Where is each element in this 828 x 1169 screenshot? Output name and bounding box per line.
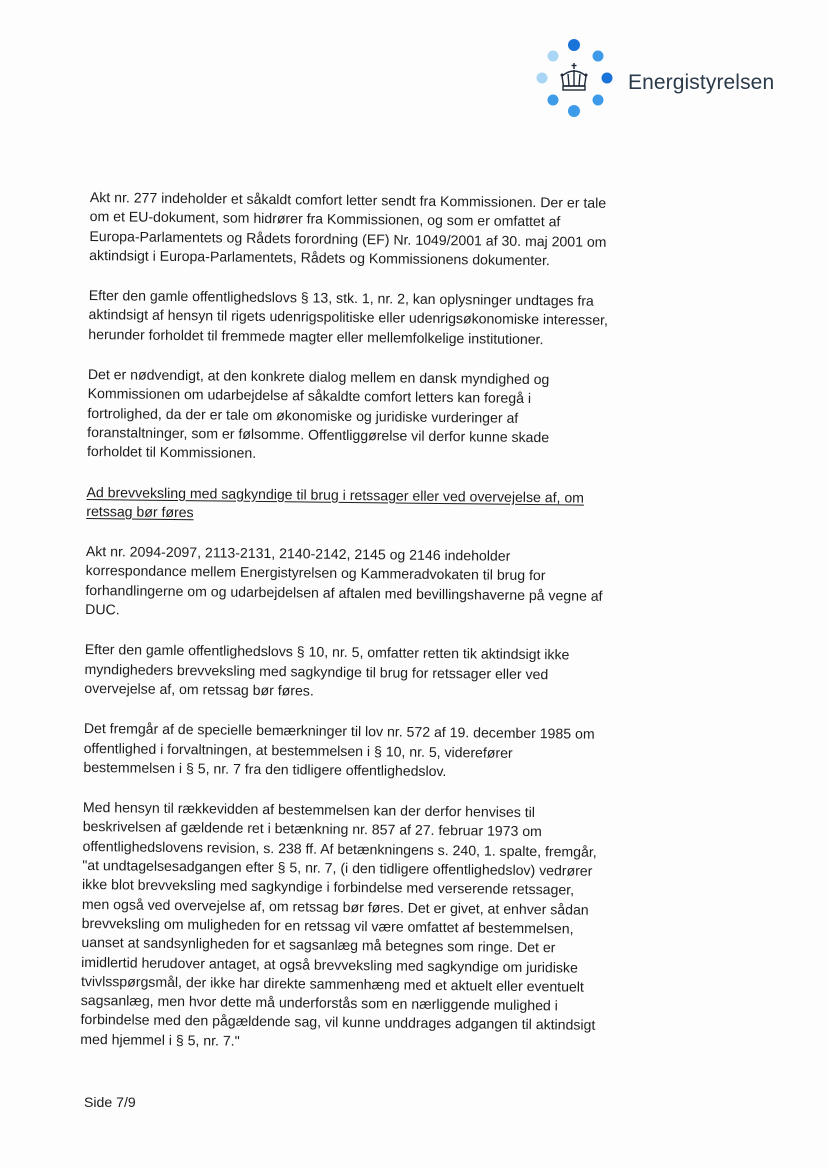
section-heading: Ad brevveksling med sagkyndige til brug i retssager eller ved overvejelse af, om retssag bør føres: [86, 483, 585, 521]
energistyrelsen-logo: [532, 38, 775, 122]
letter-body: [80, 188, 610, 1076]
crown-dots-icon: [532, 38, 622, 122]
paragraph: Efter den gamle offentlighedslovs § 13, stk. 1, nr. 2, kan oplysninger undtages fra aktindsigt af hensyn til rigets udenrigspolitiske eller udenrigsøkonomiske interesser, herunder forholdet til fremmede magter eller mellemfolkelige institutioner.: [88, 287, 609, 347]
organization-name: Energistyrelsen: [628, 71, 775, 94]
page-number: Side 7/9: [84, 1094, 136, 1110]
paragraph: Det er nødvendigt, at den konkrete dialog mellem en dansk myndighed og Kommissionen om udarbejdelse af såkaldte comfort letters kan foregå i fortrolighed, da der er tale om økonomiske og juridiske vurderinger af foranstaltninger, som er følsomme. Offentliggørelse vil derfor kunne skade forholdet til Kommissionen.: [86, 366, 550, 462]
paragraph: Akt nr. 277 indeholder et såkaldt comfort letter sendt fra Kommissionen. Der er tale om et EU-dokument, som hidrører fra Kommissionen, og som er omfattet af Europa-Parlamentets og Rådets forordning (EF) Nr. 1049/2001 af 30. maj 2001 om aktindsigt i Europa-Parlamentets, Rådets og Kommissionens dokumenter.: [89, 188, 607, 269]
paragraph: Med hensyn til rækkevidden af bestemmelsen kan der derfor henvises til beskrivelsen af gældende ret i betænkning nr. 857 af 27. februar 1973 om offentlighedslovens revision, s. 238 ff. Af betænkningens s. 240, 1. spalte, fremgår, "at undtagelsesadgangen efter § 5, nr. 7, (i den tidligere offentlighedslov) vedrører ikke blot brevveksling med sagkyndige i forbindelse med verserende retssager, men også ved overvejelse af, om retssag bør føres. Det er givet, at enhver sådan brevveksling om muligheden for en retssag vil være omfattet af bestemmelsen, uanset at sandsynligheden for et sagsanlæg må betegnes som ringe. Det er imidlertid herudover antaget, at også brevveksling med sagkyndige om juridiske tvivlsspørgsmål, der ikke har direkte sammenhæng med et aktuelt eller eventuelt sagsanlæg, men hvor dette må underforstås som en nærliggende mulighed i forbindelse med den pågældende sag, vil kunne unddrages adgangen til aktindsigt med hjemmel i § 5, nr. 7.": [80, 799, 597, 1049]
paragraph: Akt nr. 2094-2097, 2113-2131, 2140-2142, 2145 og 2146 indeholder korrespondance mellem Energistyrelsen og Kammeradvokaten til brug for forhandlingerne om og udarbejdelsen af aftalen med bevillingshaverne på vegne af DUC.: [85, 543, 603, 618]
paragraph: Det fremgår af de specielle bemærkninger til lov nr. 572 af 19. december 1985 om offentlighed i forvaltningen, at bestemmelsen i § 10, nr. 5, viderefører bestemmelsen i § 5, nr. 7 fra den tidligere offentlighedslov.: [83, 720, 595, 779]
paragraph: Efter den gamle offentlighedslovs § 10, nr. 5, omfatter retten tik aktindsigt ikke myndigheders brevveksling med sagkyndige til brug for retssager eller ved overvejelse af, om retssag bør føres.: [84, 641, 570, 699]
